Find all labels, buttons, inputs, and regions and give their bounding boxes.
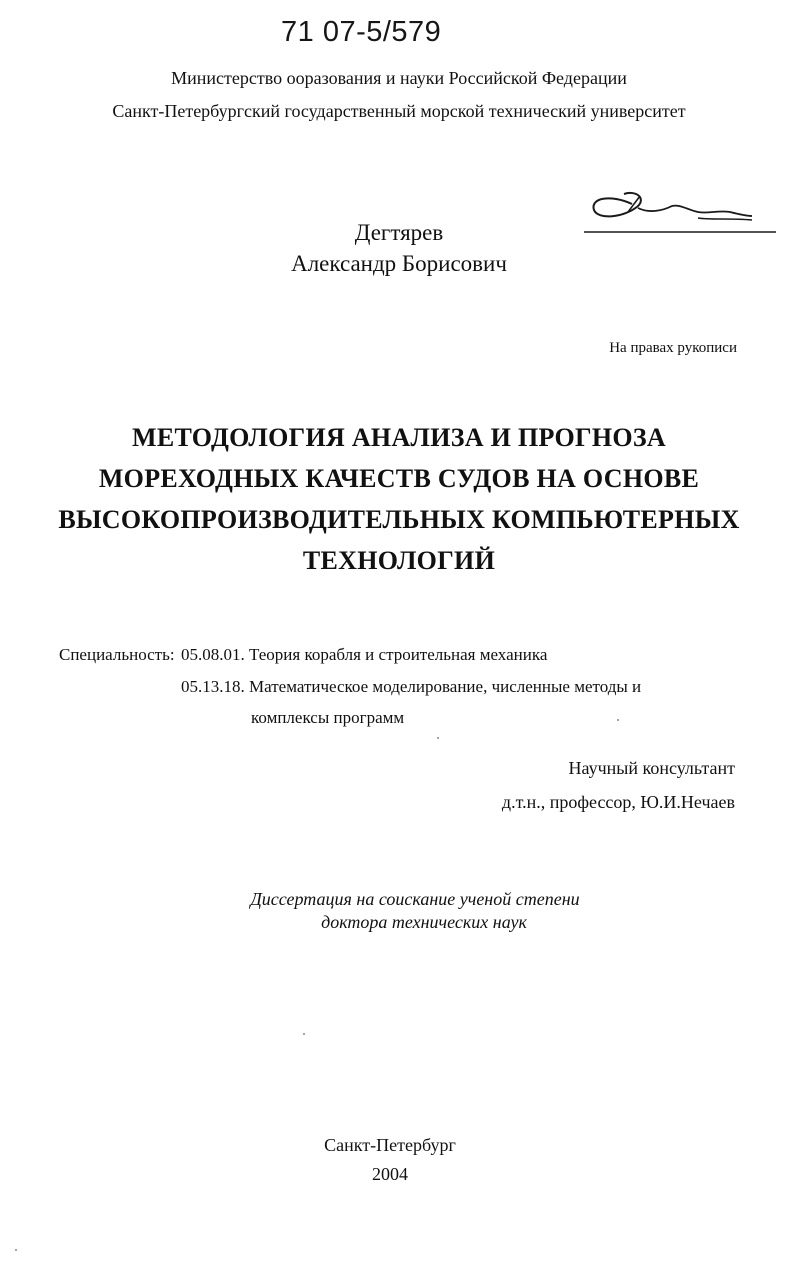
author-given-names: Александр Борисович: [291, 251, 507, 276]
scan-speck: [15, 1249, 17, 1251]
consultant-label: Научный консультант: [568, 758, 735, 778]
university-name: Санкт-Петербургский государственный морской технический университет: [112, 101, 686, 121]
author-surname: Дегтярев: [354, 220, 444, 245]
specialty-line-1: 05.08.01. Теория корабля и строительная механика: [181, 645, 548, 664]
manuscript-note: На правах рукописи: [609, 340, 737, 356]
scan-speck: [617, 719, 619, 721]
thesis-degree-line-1: Диссертация на соискание ученой степени: [250, 889, 580, 909]
specialty-line-2: 05.13.18. Математическое моделирование, численные методы и: [181, 677, 642, 696]
specialty-label: Специальность:: [59, 645, 175, 664]
archive-stamp-number: 71 07-5/579: [281, 16, 442, 48]
title-line: ТЕХНОЛОГИЙ: [302, 546, 496, 575]
title-line: МЕТОДОЛОГИЯ АНАЛИЗА И ПРОГНОЗА: [131, 423, 667, 452]
specialty-line-2-continuation: комплексы программ: [251, 708, 405, 727]
title-line: ВЫСОКОПРОИЗВОДИТЕЛЬНЫХ КОМПЬЮТЕРНЫХ: [58, 505, 740, 534]
scan-speck: [437, 737, 439, 739]
title-line: МОРЕХОДНЫХ КАЧЕСТВ СУДОВ НА ОСНОВЕ: [98, 464, 700, 493]
ministry-name: Министерство ооразования и науки Российской Федерации: [171, 68, 627, 88]
city: Санкт-Петербург: [324, 1135, 456, 1155]
dissertation-title: [0, 417, 798, 581]
consultant-name: д.т.н., профессор, Ю.И.Нечаев: [501, 792, 735, 812]
thesis-degree-line-2: доктора технических наук: [321, 912, 527, 932]
year: 2004: [372, 1164, 408, 1184]
scan-speck: [303, 1033, 305, 1035]
